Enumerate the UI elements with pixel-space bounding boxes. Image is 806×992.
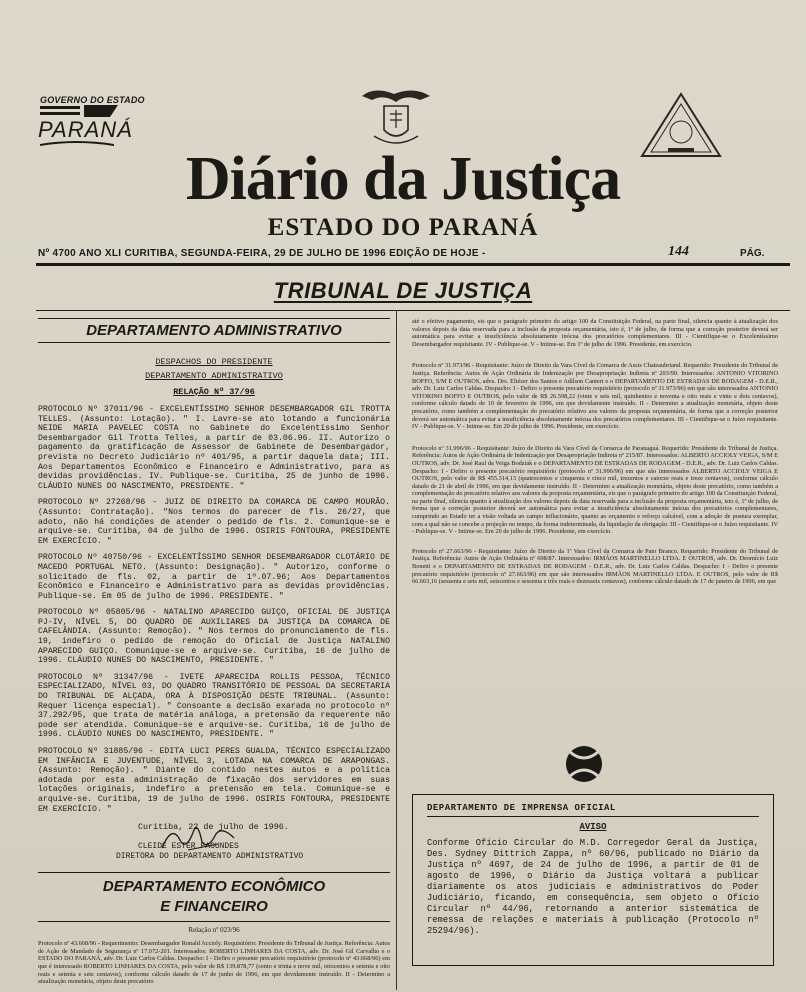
dept-heading: DEPARTAMENTO ADMINISTRATIVO	[145, 371, 283, 381]
econ-protocol-43668: Protocolo nº 43.668/96 - Requerimento: Desembargador Ronald Accioly. Requisitório: Presidente do Tribunal de Justiça. Referência: Autos de Ação de Mandado de Segurança nº 17.072-201. Interessados: ROBERTO LINHARES DA COSTA, adv. Dr. José Gil Carvalho e o ESTADO DO PARANÁ, adv. Dr. Luiz Carlos Caldas. Despacho: I - Defiro o presente precatório requisitório (protocolo nº 43.668/96) em que é interessado ROBERTO LINHARES DA COSTA, pelo valor de R$ 139.878,77 (cento e trinta e nove mil, oitocentos e setenta e oito reais e setenta e sete centavos), conforme cálculo datado de 17 de junho de 1996, em que devidamente instruído. II - Determino a atualização monetária, objeto deste precatório	[38, 940, 390, 986]
dept-econ-line2: E FINANCEIRO	[160, 898, 268, 916]
section-title: TRIBUNAL DE JUSTIÇA	[273, 278, 533, 303]
protocol-27663: Protocolo nº 27.663/96 - Requisitante: Juízo de Direito da 1ª Vara Cível da Comarca de Pato Branco. Requerido: Presidente do Tribunal de Justiça. Referência: Autos de Ação Ordinária nº 698/87. Interessados: IRMÃOS MARTINELLO LTDA. E OUTROS, adv. Dr. Deomício Luiz Bonetti e o DEPARTAMENTO DE ESTRADAS DE RODAGEM - D.E.R., adv. Dr. Luiz Carlos Caldas. Despacho: I - Defiro o presente precatório requisitório (protocolo nº 27.663/96) em que são interessados IRMÃOS MARTINELLO LTDA. E OUTROS, pelo valor de R$ 66.663,16 (sessenta e seis mil, seiscentos e sessenta e três reais e dezesseis centavos), conforme cálculo datado de 17 de janeiro de 1996, em que	[412, 547, 778, 586]
signature-title: DIRETORA DO DEPARTAMENTO ADMINISTRATIVO	[116, 852, 304, 862]
protocol-40750: PROTOCOLO Nº 40750/96 - EXCELENTÍSSIMO SENHOR DESEMBARGADOR CLOTÁRIO DE MACEDO PORTUGAL NETO. (Assunto: Designação). " Autorizo, conforme o solicitado de fls. 02, a partir de 1º.07.96; Aos Departamentos Econômico e Financeiro e Administrativo para as devidas providências. Publique-se. Em 05 de julho de 1996. PRESIDENTE. "	[38, 553, 390, 601]
imprensa-box	[412, 794, 774, 966]
econ-relacao: Relação nº 023/96	[188, 926, 240, 935]
protocol-27268: PROTOCOLO Nº 27268/96 - JUIZ DE DIREITO DA COMARCA DE CAMPO MOURÃO. (Assunto: Contratação). "Nos termos do parecer de fls. 26/27, que adoto, não há condições de atender o pedido de fls. 2. Comunique-se e arquive-se. Curitiba, 04 de julho de 1996. OSIRIS FONTOURA, PRESIDENTE EM EXERCÍCIO. "	[38, 498, 390, 546]
protocol-31885: PROTOCOLO Nº 31885/96 - EDITA LUCI PERES GUALDA, TÉCNICO ESPECIALIZADO EM INFÂNCIA E JUVENTUDE, NÍVEL 3, LOTADA NA COMARCA DE ARAPONGAS. (Assunto: Remoção). " Diante do contido nestes autos e a política adotada por esta administração de fixação dos servidores em suas lotações originais, indefiro a pretensão em tela. Comunique-se e arquive-se. Curitiba, 19 de julho de 1996. OSIRIS FONTOURA, PRESIDENTE EM EXERCÍCIO. "	[38, 747, 390, 814]
section-rule	[36, 310, 790, 311]
signature-date: Curitiba, 22 de julho de 1996.	[138, 822, 289, 833]
signature-name: CLEIDE ESTER FAGUNDES	[138, 842, 239, 852]
aviso-heading: AVISO	[579, 822, 607, 832]
dept-econ-title	[38, 872, 390, 922]
masthead-subtitle: ESTADO DO PARANÁ	[267, 214, 539, 241]
despachos-heading: DESPACHOS DO PRESIDENTE	[155, 357, 273, 367]
aviso-body: Conforme Ofício Circular do M.D. Corregedor Geral da Justiça, Des. Sydney Dittrich Zappa, nº 60/96, publicado no Diário da Justiça nº 4697, de 24 de julho de 1996, a partir de 01 de agosto de 1996, o Diário da Justiça voltará a publicar diariamente os atos judiciais e administrativos do Poder Judiciário, ficando, em consequência, sem objeto o Ofício Circular nº 44/96, retornando a anterior sistemática de remessa de relações e materiais à publicação (Protocolo nº 25294/96).	[427, 838, 759, 936]
gov-logo-stripes-icon	[40, 104, 120, 118]
coat-of-arms-icon	[354, 84, 438, 154]
imprensa-emblem-icon	[560, 744, 608, 784]
column-divider	[396, 310, 397, 990]
signature-block	[38, 820, 390, 868]
masthead-rule	[36, 263, 790, 266]
masthead-title: Diário da Justiça	[185, 145, 621, 213]
gov-name: PARANÁ	[38, 117, 133, 142]
page-label: PÁG.	[740, 248, 765, 259]
right-column	[412, 318, 778, 586]
gov-line: GOVERNO DO ESTADO	[40, 95, 145, 105]
issue-line: Nº 4700 ANO XLI CURITIBA, SEGUNDA-FEIRA, 29 DE JULHO DE 1996 EDIÇÃO DE HOJE -	[38, 248, 486, 259]
page-number: 144	[668, 244, 689, 259]
protocol-05805: PROTOCOLO Nº 05805/96 - NATALINO APARECIDO GUIÇO, OFICIAL DE JUSTIÇA PJ-IV, NÍVEL 5, DO QUADRO DE AUXILIARES DA JUSTIÇA DA COMARCA DE CAFELÂNDIA. (Assunto: Remoção). " Nos termos do pronunciamento de fls. 19, indefiro o pedido de remoção do Oficial de Justiça NATALINO APARECIDO GUIÇO. Comunique-se e arquive-se. Curitiba, 16 de julho de 1996. CLÁUDIO NUNES DO NASCIMENTO, PRESIDENTE. "	[38, 608, 390, 666]
imprensa-title: DEPARTAMENTO DE IMPRENSA OFICIAL	[427, 803, 759, 817]
protocol-37011: PROTOCOLO Nº 37011/96 - EXCELENTÍSSIMO SENHOR DESEMBARGADOR GIL TROTTA TELLES. (Assunto: Lotação). " I. Lavre-se ato lotando a funcionária NEIDE MARIA PAVELEC COSTA no Gabinete do Excelentíssimo Senhor Desembargador Gil Trotta Telles, a partir de 03.06.96. II. Autorizo o pagamento da gratificação de Assessor de Gabinete de Desembargador, prevista no Decreto Judiciário nº 401/95, a partir daquela data; III. Aos Departamentos Econômico e Financeiro e Administrativo, para as devidas providências. IV. Publique-se. Curitiba, 25 de junho de 1996. CLÁUDIO NUNES DO NASCIMENTO, PRESIDENTE. "	[38, 405, 390, 491]
relacao-heading: RELAÇÃO Nº 37/96	[173, 387, 255, 397]
protocol-31973: Protocolo nº 31.973/96 - Requisitante: Juízo de Direito da Vara Cível da Comarca de Assis Chateaubriand. Requerido: Presidente do Tribunal de Justiça. Referência: Autos de Ação Ordinária de Indenização por Desapropriação Indireta nº 203/90. Interessados: ANTONIO VITORINO BOFFO, S/M E OUTROS, advs. Drs. Eliézer dos Santos e Adílson Canteri e o DEPARTAMENTO DE ESTRADAS DE RODAGEM - D.E.R., adv. Dr. Luiz Carlos Caldas. Despacho: I - Defiro o presente precatório requisitório (protocolo nº 31.973/96) em que são interessados ANTONIO VITORINO BOFFO E OUTROS, pelo valor de R$ 26.598,22 (vinte e seis mil, quinhentos e noventa e oito reais e vinte e dois centavos), conforme cálculo datado de 10 de fevereiro de 1996, em que devidamente instruído. II - Determino a atualização monetária, objeto deste precatório, como também a complementação do precatório relativo aos valores da proposta orçamentária, de forma que a correção posterior deverá ser automática para evitar a insuficiência absolutamente inócua dos precatórios complementares. III - Cientifique-se o Juízo requisitante. IV - Publique-se. V - Intime-se. Em 20 de julho de 1996. Presidente, em exercício.	[412, 362, 778, 431]
dept-admin-title: DEPARTAMENTO ADMINISTRATIVO	[38, 318, 390, 343]
left-column	[38, 318, 390, 986]
protocol-31347: PROTOCOLO Nº 31347/96 - IVETE APARECIDA ROLLIS PESSOA, TÉCNICO ESPECIALIZADO, NÍVEL 03, DO QUADRO TRANSITÓRIO DE PESSOAL DA SECRETARIA DO TRIBUNAL DE ALÇADA, ORA À DISPOSIÇÃO DESTE TRIBUNAL. (Assunto: Requer licença especial). " Consoante a decisão exarada no protocolo nº 37.292/95, que trata de matéria análoga, a pretensão da requerente não pode ser atendida. Comunique-se e arquive-se. Curitiba, 16 de julho de 1996. CLÁUDIO NUNES DO NASCIMENTO, PRESIDENTE. "	[38, 672, 390, 740]
continuation-paragraph: até o efetivo pagamento, eis que o parágrafo primeiro do artigo 100 da Constituição Federal, na parte final, silencia quanto à atualização dos valores depois da data reservada para a inclusão da proposta orçamentária, isto é, 1º de julho, de forma que a correção posterior deverá ser automática para evitar a insuficiência absolutamente inócua dos precatórios complementares. III - Cientifique-se o Excelentíssimo Desembargador requisitante. IV - Publique-se. V - Intime-se. Em 1º de julho de 1996. Presidente, em exercício.	[412, 318, 778, 348]
protocol-31996: Protocolo nº 31.996/96 - Requisitante: Juízo de Direito da Vara Cível da Comarca de Paranaguá. Requerido: Presidente do Tribunal de Justiça. Referência: Autos de Ação Ordinária de Indenização por Desapropriação Indireta nº 215/87. Interessados: ALBERTO ACCIOLY VEIGA, S/M E OUTROS, adv. Dr. José Raul da Veiga Bodziak e o DEPARTAMENTO DE ESTRADAS DE RODAGEM - D.E.R., adv. Dr. Luiz Carlos Caldas. Despacho: I - Defiro o presente precatório requisitório (protocolo nº 31.996/96) em que são interessados ALBERTO ACCIOLY VEIGA E OUTROS, pelo valor de R$ 455.314,13 (quatrocentos e cinquenta e cinco mil, trezentos e catorze reais e treze centavos), conforme cálculo datado de 21 de abril de 1996, em que devidamente instruído. II - Determino a atualização monetária, objeto deste precatório, como também a complementação do precatório relativo aos valores da proposta orçamentária, eis que o parágrafo primeiro do artigo 100 da Constituição Federal, na parte final, silencia quanto à atualização dos valores depois da data reservada para a inclusão da proposta orçamentária, isto é, 1º de julho, de forma que a correção posterior deverá ser automática para evitar a insuficiência absolutamente inócua dos precatórios complementares, cumprindo ao Estado ter a visão voltada ao campo inflacionário, quanto ao orçamento e reforço calcável, com a adoção de postura exemplar, com a qual não se concebe a projeção no tempo, da forma indeterminada, da liquidação da obrigação. III - Cientifique-se o Juízo requisitante. IV - Publique-se. V - Intime-se. Em 20 de julho de 1996. Presidente, em exercício.	[412, 444, 778, 536]
dept-econ-line1: DEPARTAMENTO ECONÔMICO	[102, 878, 326, 896]
